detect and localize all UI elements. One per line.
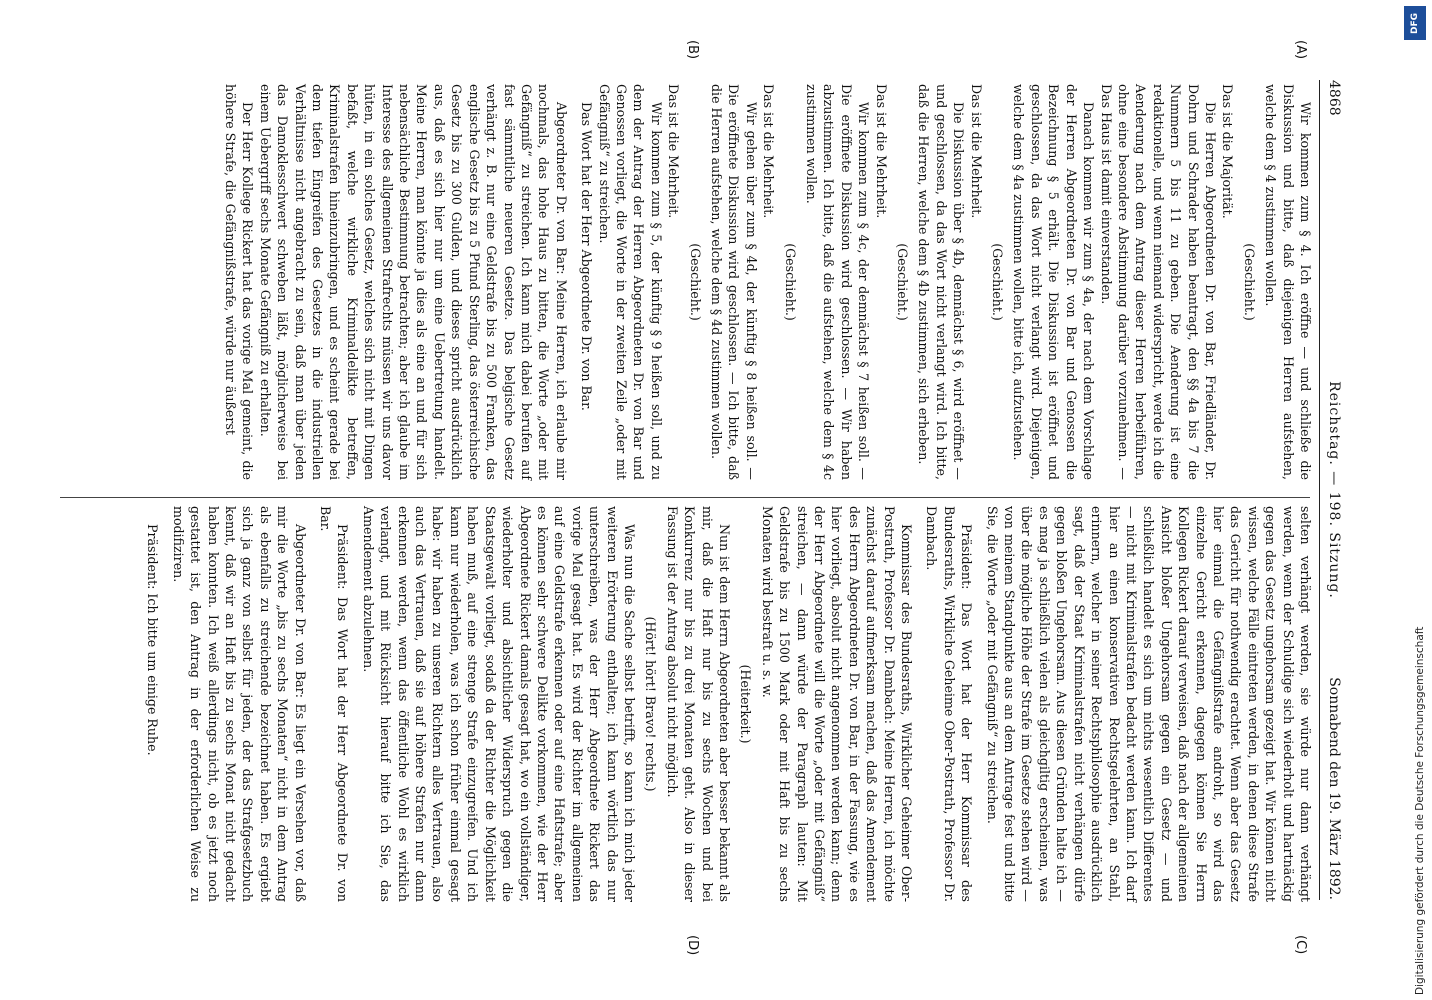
margin-mark-a: (A) (1293, 40, 1308, 60)
paragraph: Nun ist dem Herrn Abgeordneten aber besser bekannt als mir, daß die Haft nur bis zu sechs Wochen und bei Konkurrenz nur bis zu drei Monaten geht. Also in dieser Fassung ist der Antrag absolut nicht möglich. (664, 506, 732, 902)
speech-paragraph: Präsident: Das Wort hat der Herr Abgeordnete Dr. von Bar. (318, 506, 351, 902)
paragraph: selten verhängt werden, sie würde nur dann verhängt werden, wenn der Schuldige sich wiederholt und hartnäckig gegen das Gesetz ungehorsam gezeigt hat. Wir können nicht wissen, welche Fälle eintreten werden, in denen diese Strafe das Gericht für nothwendig erachtet. Wenn aber das Gesetz hier einmal die Gefängnißstrafe androht, so wird das einzelne Gericht erkennen, dagegen können Sie Herrn Kollegen Rickert darauf verweisen, daß nach der allgemeinen Ansicht bloßer Ungehorsam gegen ein Gesetz — und schließlich handelt es sich um nichts wesentlich Differentes — nicht mit Kriminalstrafen bedacht werden kann. Ich darf hier an einen konservativen Rechtsgelehrten, an Stahl, erinnern, welcher in seiner Rechtsphilosophie ausdrücklich sagt, daß der Staat Kriminalstrafen nicht verhängen dürfe gegen bloßen Ungehorsam. Aus diesen Gründen halte ich — es mag ja schließlich vielen als gleichgiltig erscheinen, was über die mögliche Höhe der Strafe im Gesetze stehen wird — von meinem Standpunkte aus an dem Antrage fest und bitte Sie, die Worte „oder mit Gefängniß“ zu streichen. (984, 506, 1313, 902)
stage-direction: (Hört! hört! Bravo! rechts.) (643, 616, 659, 792)
stage-direction: (Geschieht.) (1241, 243, 1257, 321)
paragraph: Wir kommen zum § 4c, der demnächst § 7 heißen soll. — Die eröffnete Diskussion wird geschlossen. — Wir haben abzustimmen. Ich bitte, daß die aufstehen, welche dem § 4c zustimmen wollen. (804, 84, 872, 480)
speech-paragraph: Abgeordneter Dr. von Bar: Meine Herren, ich erlaube mir nochmals, das hohe Haus zu bitten, die Worte „oder mit Gefängniß“ zu streichen. Ich kann mich dabei berufen auf fast sämmtliche neueren Gesetze. Das belgische Gesetz verhängt z. B. nur eine Geldstrafe bis zu 500 Franken, das englische Gesetz bis zu 5 Pfund Sterling, das österreichische Gesetz bis zu 300 Gulden, und dieses spricht ausdrücklich aus, daß es sich hier nur um eine Uebertretung handelt. Meine Herren, man könnte ja dies als eine an und für sich nebensächliche Bestimmung betrachten; aber ich glaube im Interesse des allgemeinen Strafrechts müssen wir uns davor hüten, in ein solches Gesetz, welches sich nicht mit Dingen befaßt, welche wirkliche Kriminaldelikte betreffen, Kriminalstrafen hineinzubringen, und es scheint gerade bei dem tiefen Eingreifen des Gesetzes in die industriellen Verhältnisse nicht angebracht zu sein, daß man über jeden das Damoklesschwert schweben läßt, möglicherweise bei einem Uebergriff sechs Monate Gefängniß zu erhalten. (257, 84, 569, 480)
speech-paragraph: Präsident: Ich bitte um einige Ruhe. (145, 524, 161, 756)
paragraph: Wir kommen zum § 4. Ich eröffne — und schließe die Diskussion und bitte, daß diejenigen Herren aufstehen, welche dem § 4 zustimmen wollen. (1263, 84, 1313, 480)
stage-direction: (Geschieht.) (895, 243, 911, 321)
margin-mark-b: (B) (685, 40, 700, 60)
page-number: 4868 (1326, 80, 1342, 116)
stage-direction: (Geschieht.) (990, 243, 1006, 321)
header-date: Sonnabend den 19. März 1892. (1326, 677, 1342, 900)
header-title: Reichstag. — 198. Sitzung. (1326, 381, 1342, 599)
paragraph: Die Herren Abgeordneten Dr. von Bar, Friedländer, Dr. Dohrn und Schrader haben beantragt, den §§ 4a bis 7 die Nummern 5 bis 11 zu geben. Die Aenderung ist eine redaktionelle, und wenn niemand widerspricht, werde ich die Aenderung nach dem Antrag dieser Herren herbeiführen, ohne eine besondere Abstimmung darüber vorzunehmen. — Das Haus ist damit einverstanden. (1098, 84, 1218, 480)
speech-paragraph: Präsident: Das Wort hat der Herr Kommissar des Bundesraths, Wirkliche Geheime Ober-Postrath, Professor Dr. Dambach. (924, 506, 975, 902)
paragraph: Die Diskussion über § 4b, demnächst § 6, wird eröffnet — und geschlossen, da das Wort nicht verlangt wird. Ich bitte, daß die Herren, welche dem § 4b zustimmen, sich erheben. (916, 84, 967, 480)
stage-direction: (Geschieht.) (687, 243, 703, 321)
paragraph: Das ist die Mehrheit. (873, 84, 889, 219)
paragraph: Der Herr Kollege Rickert hat das vorige Mal gemeint, die höhere Strafe, die Gefängnißstrafe, würde nur äußerst (223, 84, 256, 480)
dfg-logo: DFG (1404, 6, 1426, 40)
paragraph: Das Wort hat der Herr Abgeordnete Dr. von Bar. (579, 102, 595, 411)
page-header (1319, 80, 1342, 900)
speech-paragraph: Abgeordneter Dr. von Bar: Es liegt ein Versehen vor, daß mir die Worte „bis zu sechs Monaten“ nicht in dem Antrag als ebenfalls zu streichende bezeichnet haben. Es ergiebt sich ja ganz von selbst für jeden, der das Strafgesetzbuch kennt, daß wir an Haft bis zu sechs Monat nicht gedacht haben konnten. Ich weiß allerdings nicht, ob es jetzt noch gestattet ist, den Antrag in der erforderlichen Weise zu modifiziren. (170, 506, 308, 902)
paragraph: Das ist die Mehrheit. (666, 84, 682, 219)
column-divider (60, 497, 1310, 498)
margin-mark-c: (C) (1293, 935, 1308, 955)
paragraph: Danach kommen wir zum § 4a, der nach dem Vorschlage der Herren Abgeordneten Dr. von Bar und Genossen die Bezeichnung § 5 erhält. Die Diskussion ist eröffnet und geschlossen, da das Wort nicht verlangt wird. Diejenigen, welche dem § 4a zustimmen wollen, bitte ich, aufzustehen. (1011, 84, 1097, 480)
paragraph: Was nun die Sache selbst betrifft, so kann ich mich jeder weiteren Erörterung enthalten; ich kann wörtlich das nur unterschreiben, was der Herr Abgeordnete Rickert das vorige Mal gesagt hat. Es wird der Richter im allgemeinen auf eine Geldstrafe erkennen oder auf eine Haftstrafe; aber es können sehr schwere Delikte vorkommen, wie der Herr Abgeordnete Rickert damals gesagt hat, wo ein vollständiger, wiederholter und absichtlicher Widerspruch gegen die Staatsgewalt vorliegt, sodaß da der Richter die Möglichkeit haben muß, auf eine strenge Strafe einzugreifen. Und ich kann nur wiederholen, was ich schon früher einmal gesagt habe: wir haben zu unseren Richtern alles Vertrauen, also auch das Vertrauen, daß sie auf höhere Strafen nur dann erkennen werden, wenn das öffentliche Wohl es wirklich verlangt, und mit Rücksicht hierauf bitte ich Sie, das Amendement abzulehnen. (360, 506, 637, 902)
paragraph: Das ist die Mehrheit. (968, 84, 984, 219)
digitization-strip (1400, 0, 1432, 1000)
paragraph: Das ist die Majorität. (1220, 84, 1236, 219)
speech-paragraph: Kommissar des Bundesraths, Wirklicher Geheimer Ober-Postrath, Professor Dr. Dambach: Meine Herren, ich möchte zunächst darauf aufmerksam machen, daß das Amendement des Herrn Abgeordneten Dr. von Bar, in der Fassung, wie es hier vorliegt, absolut nicht angenommen werden kann; denn der Herr Abgeordnete will die Worte „oder mit Gefängniß“ streichen, — dann würde der Paragraph lauten: Mit Geldstrafe bis zu 1500 Mark oder mit Haft bis zu sechs Monaten wird bestraft u. s. w. (759, 506, 915, 902)
left-column (222, 84, 1314, 480)
stage-direction: (Heiterkeit.) (738, 664, 754, 744)
paragraph: Das ist die Mehrheit. (761, 84, 777, 219)
right-column (144, 506, 1314, 902)
paragraph: Wir kommen zum § 5, der künftig § 9 heißen soll, und zu dem der Antrag der Herren Abgeordneten Dr. von Bar und Genossen vorliegt, die Worte in der zweiten Zeile „oder mit Gefängniß“ zu streichen. (596, 84, 664, 480)
margin-mark-d: (D) (685, 935, 700, 956)
paragraph: Wir gehen über zum § 4d, der künftig § 8 heißen soll. — Die eröffnete Diskussion wird geschlossen. — Ich bitte, daß die Herren aufstehen, welche dem § 4d zustimmen wollen. (709, 84, 759, 480)
stage-direction: (Geschieht.) (782, 243, 798, 321)
digitization-note: Digitalisierung gefördert durch die Deutsche Forschungsgemeinschaft (1414, 626, 1426, 995)
